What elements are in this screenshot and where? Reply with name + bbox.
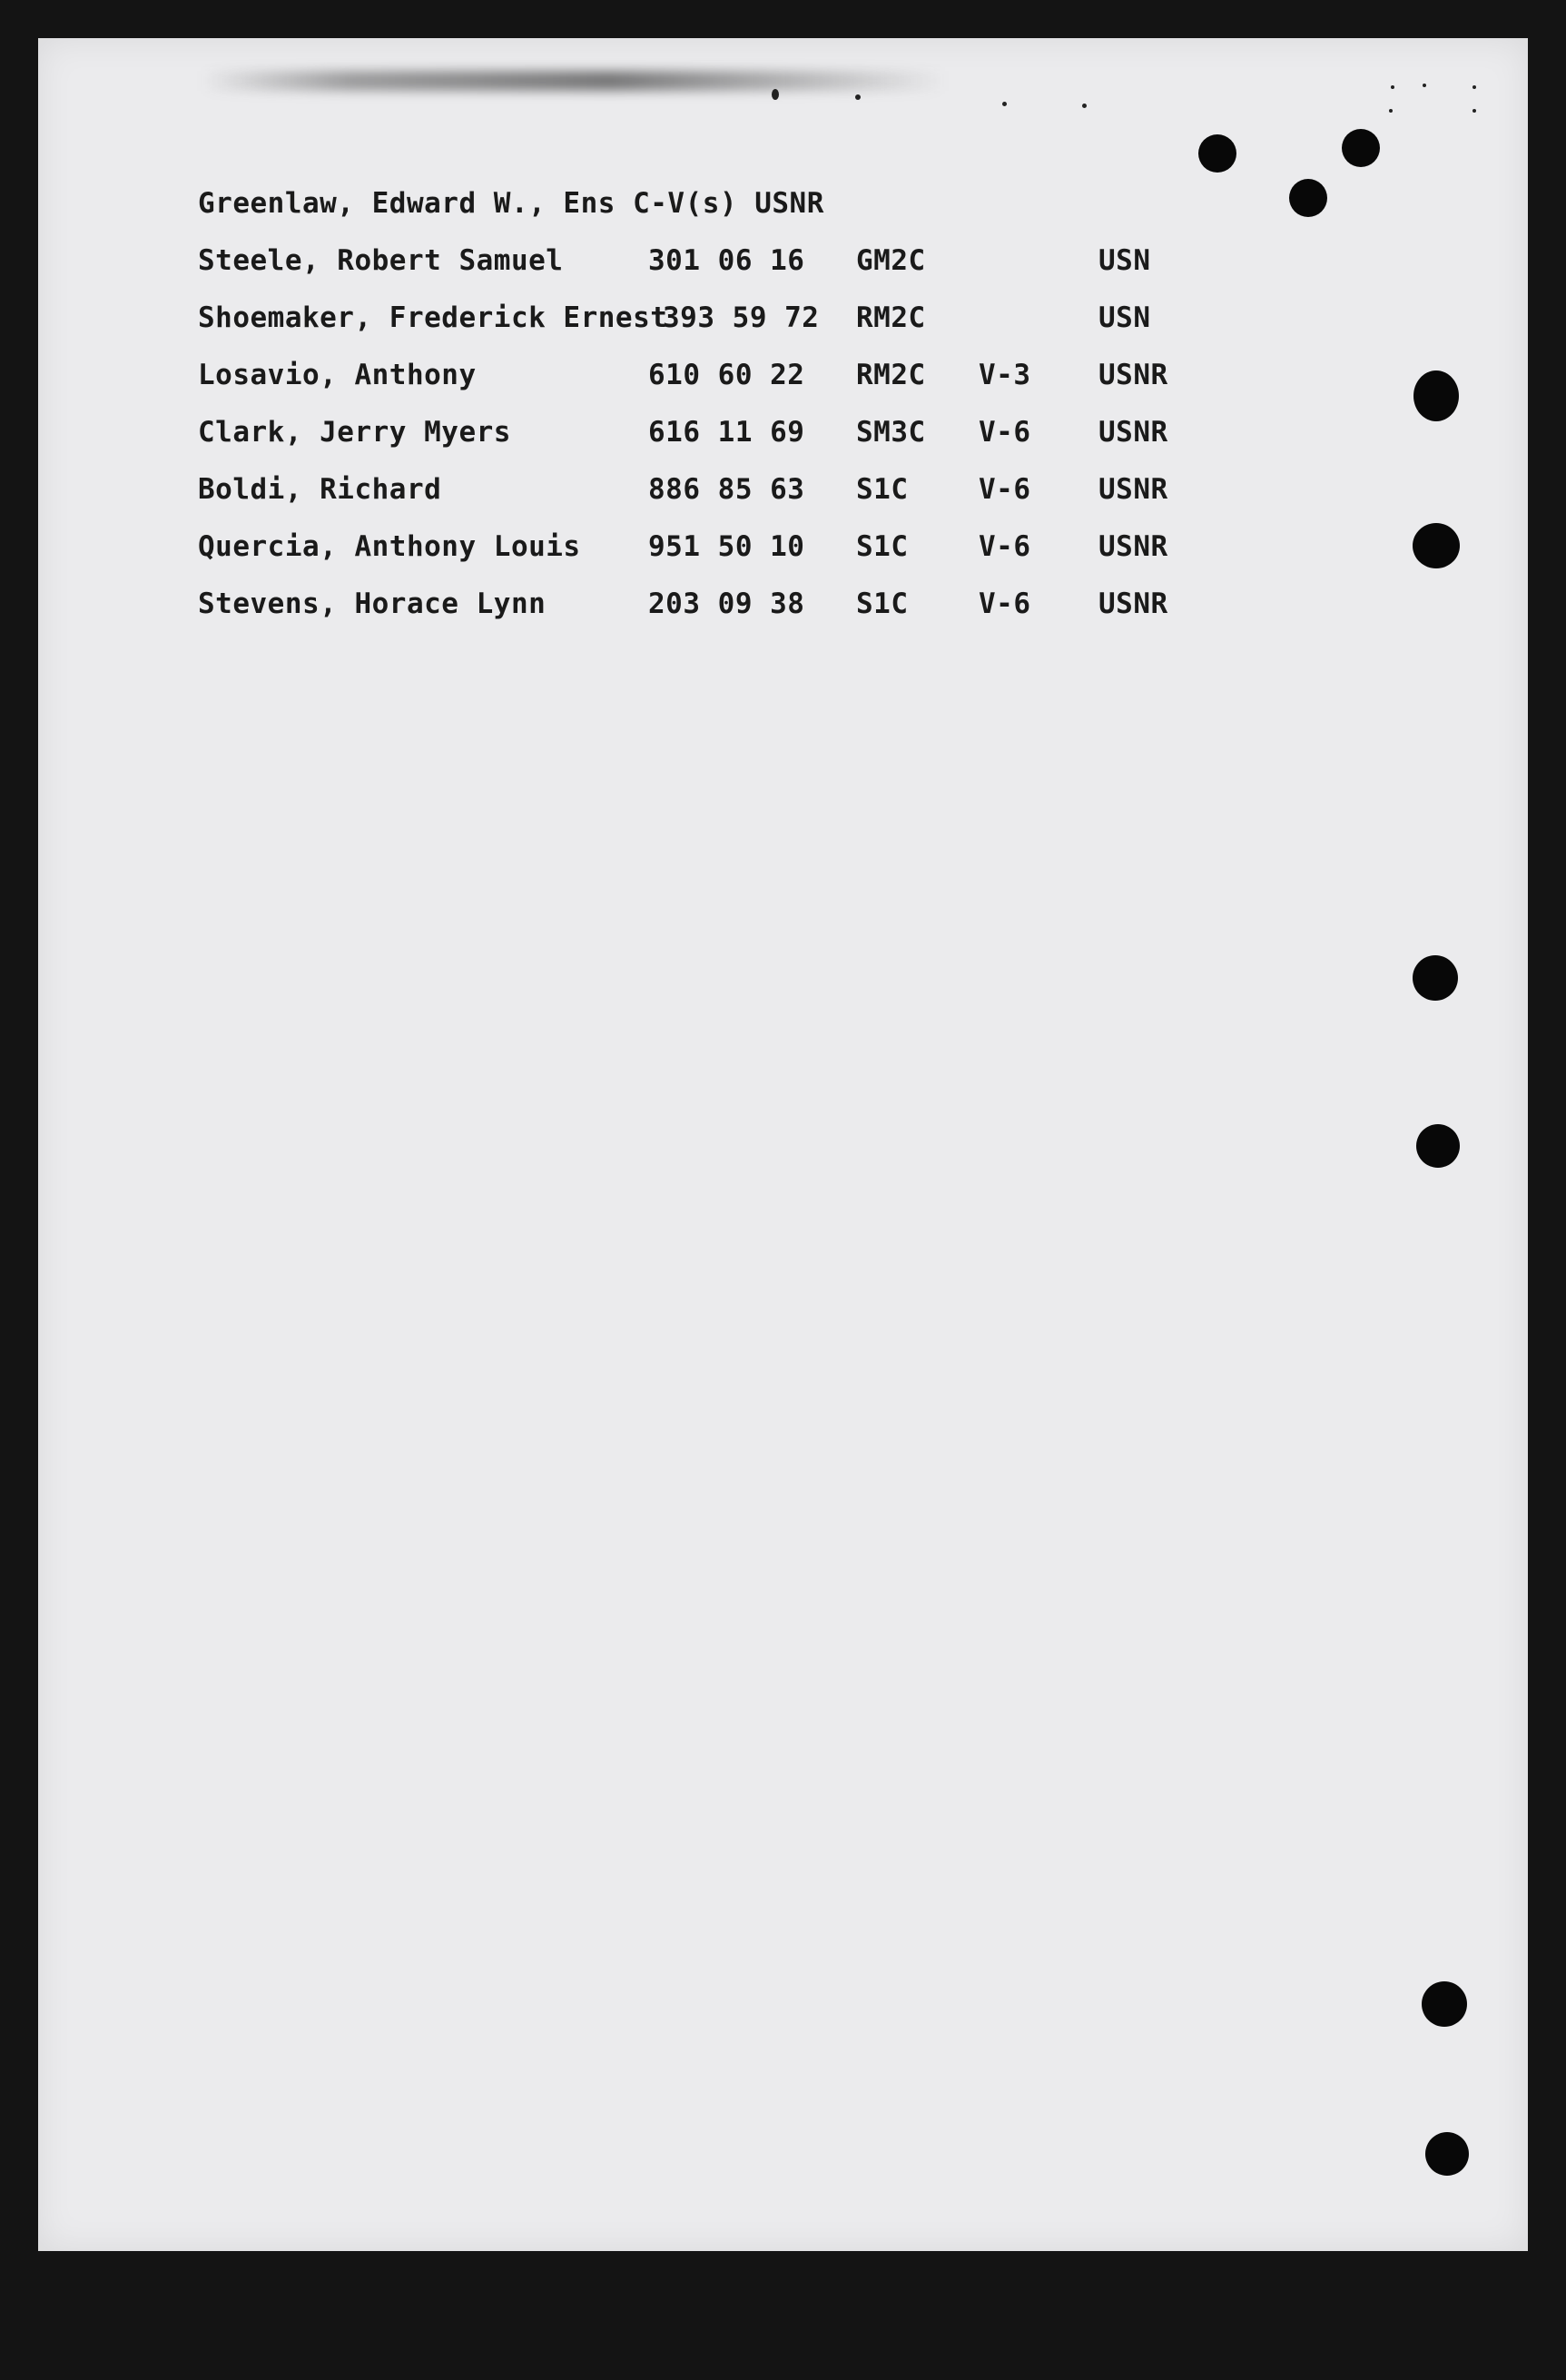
rate: GM2C [856, 244, 926, 277]
serial-number: 301 06 16 [648, 244, 805, 277]
person-name: Stevens, Horace Lynn [198, 588, 547, 620]
punch-hole [1198, 134, 1236, 173]
branch: USN [1098, 244, 1151, 277]
classification: V-6 [979, 530, 1031, 563]
person-name: Boldi, Richard [198, 473, 442, 506]
serial-number: 203 09 38 [648, 588, 805, 620]
serial-number: 610 60 22 [648, 359, 805, 391]
branch: USNR [1098, 588, 1168, 620]
punch-hole [1416, 1124, 1460, 1168]
classification: V-3 [979, 359, 1031, 391]
punch-hole [1413, 523, 1460, 568]
person-name: Losavio, Anthony [198, 359, 477, 391]
ink-speck [1391, 85, 1394, 89]
person-name: Quercia, Anthony Louis [198, 530, 581, 563]
punch-hole [1342, 129, 1380, 167]
serial-number: 951 50 10 [648, 530, 805, 563]
branch: USNR [1098, 416, 1168, 449]
classification: V-6 [979, 416, 1031, 449]
classification: V-6 [979, 588, 1031, 620]
rate: S1C [856, 530, 909, 563]
punch-hole [1422, 1981, 1467, 2027]
ink-speck [772, 89, 779, 100]
rate: S1C [856, 588, 909, 620]
punch-hole [1425, 2132, 1469, 2176]
rate: RM2C [856, 301, 926, 334]
punch-hole [1289, 179, 1327, 217]
punch-hole [1413, 370, 1459, 421]
rate: SM3C [856, 416, 926, 449]
person-name: Steele, Robert Samuel [198, 244, 564, 277]
ink-speck [1423, 84, 1426, 87]
rate: S1C [856, 473, 909, 506]
serial-number: 616 11 69 [648, 416, 805, 449]
ink-speck [855, 94, 861, 100]
ink-speck [1472, 109, 1476, 113]
branch: USNR [1098, 473, 1168, 506]
ink-speck [1082, 104, 1087, 108]
punch-hole [1413, 955, 1458, 1001]
serial-number: 886 85 63 [648, 473, 805, 506]
branch: USN [1098, 301, 1151, 334]
serial-number: 393 59 72 [663, 301, 820, 334]
header-text: Greenlaw, Edward W., Ens C-V(s) USNR [198, 187, 824, 220]
branch: USNR [1098, 359, 1168, 391]
classification: V-6 [979, 473, 1031, 506]
ink-speck [1389, 109, 1393, 113]
ink-speck [1002, 102, 1007, 106]
ink-speck [1472, 85, 1476, 89]
person-name: Clark, Jerry Myers [198, 416, 511, 449]
top-smudge [202, 71, 946, 91]
branch: USNR [1098, 530, 1168, 563]
rate: RM2C [856, 359, 926, 391]
person-name: Shoemaker, Frederick Ernest [198, 301, 668, 334]
